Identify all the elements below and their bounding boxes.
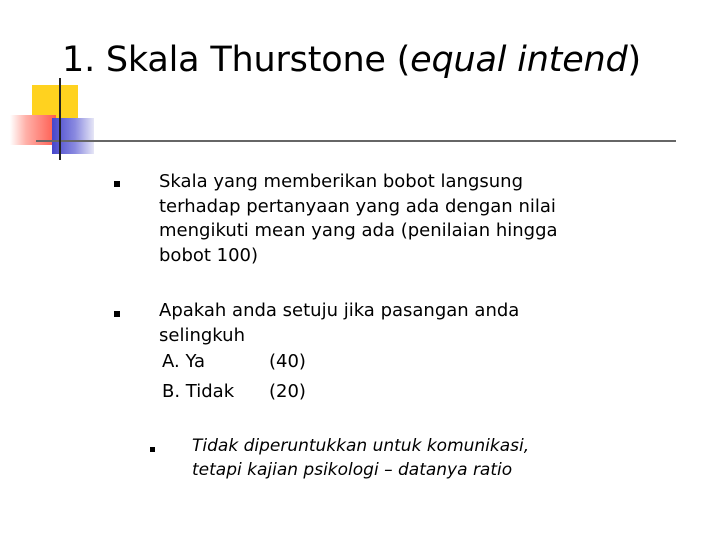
title-underline <box>36 140 676 142</box>
bullet-marker <box>114 311 120 317</box>
title-suffix: ) <box>627 40 642 80</box>
slide-title <box>62 38 641 82</box>
bullet-2-text <box>159 299 519 348</box>
option-a-label: A. Ya <box>162 351 205 372</box>
title-prefix: 1. Skala Thurstone ( <box>62 40 411 80</box>
option-b-label: B. Tidak <box>162 381 235 402</box>
bullet-2-line: Apakah anda setuju jika pasangan anda <box>159 300 520 321</box>
sub-bullet-line: Tidak diperuntukkan untuk komunikasi, <box>192 436 530 456</box>
bullet-1-line: bobot 100) <box>159 244 259 266</box>
sub-bullet-text <box>192 435 529 482</box>
bullet-1-line: Skala yang memberikan bobot langsung <box>159 171 524 192</box>
title-italic: equal intend <box>410 40 628 80</box>
bullet-2-line: selingkuh <box>159 324 245 346</box>
bullet-1-line: terhadap pertanyaan yang ada dengan nilai <box>159 195 556 217</box>
option-b-value: (20) <box>269 381 306 402</box>
sub-bullet-marker <box>150 447 155 452</box>
bullet-marker <box>114 181 120 187</box>
bullet-1-text <box>159 170 558 268</box>
sub-bullet-line: tetapi kajian psikologi – datanya ratio <box>192 459 513 480</box>
option-a-value: (40) <box>269 351 306 372</box>
vertical-accent-line <box>59 78 61 160</box>
bullet-1-line: mengikuti mean yang ada (penilaian hingga <box>159 220 558 241</box>
